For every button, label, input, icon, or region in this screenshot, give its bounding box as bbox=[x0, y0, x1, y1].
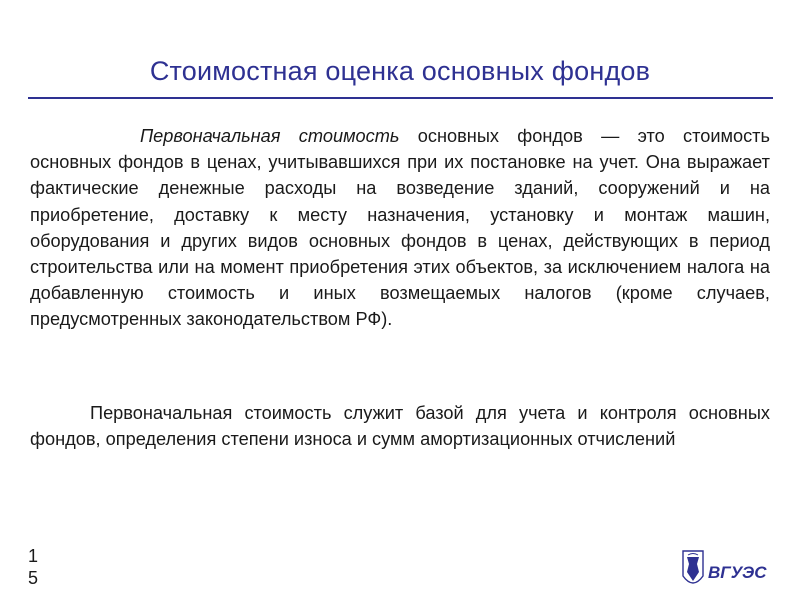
usage-text: Первоначальная стоимость служит базой для учета и контроля основных фондов, определения степени износа и сумм амортизационных отчислений bbox=[30, 403, 770, 450]
definition-text: основных фондов — это стоимость основных фондов в ценах, учитывавшихся при их постановке на учет. Она выражает фактические денежные расходы на возведение зданий, сооружений и на приобретение, доставку к месту назначения, установку и монтаж машин, оборудования и других видов основных фондов в ценах, действующих в период строительства или на момент приобретения этих объектов, за исключением налога на добавленную стоимость и иных возмещаемых налогов (кроме случаев, предусмотренных законодательством РФ). bbox=[30, 126, 770, 330]
university-emblem-icon bbox=[683, 551, 703, 583]
paragraph-initial-cost-usage bbox=[30, 400, 770, 452]
logo-text: ВГУЭС bbox=[708, 563, 767, 582]
university-logo bbox=[680, 548, 772, 592]
slide-title: Стоимостная оценка основных фондов bbox=[149, 56, 651, 86]
title-divider bbox=[28, 97, 773, 99]
paragraph-initial-cost-definition bbox=[30, 123, 770, 333]
term-initial-cost: Первоначальная стоимость bbox=[140, 126, 400, 146]
page-number: 15 bbox=[28, 546, 39, 588]
